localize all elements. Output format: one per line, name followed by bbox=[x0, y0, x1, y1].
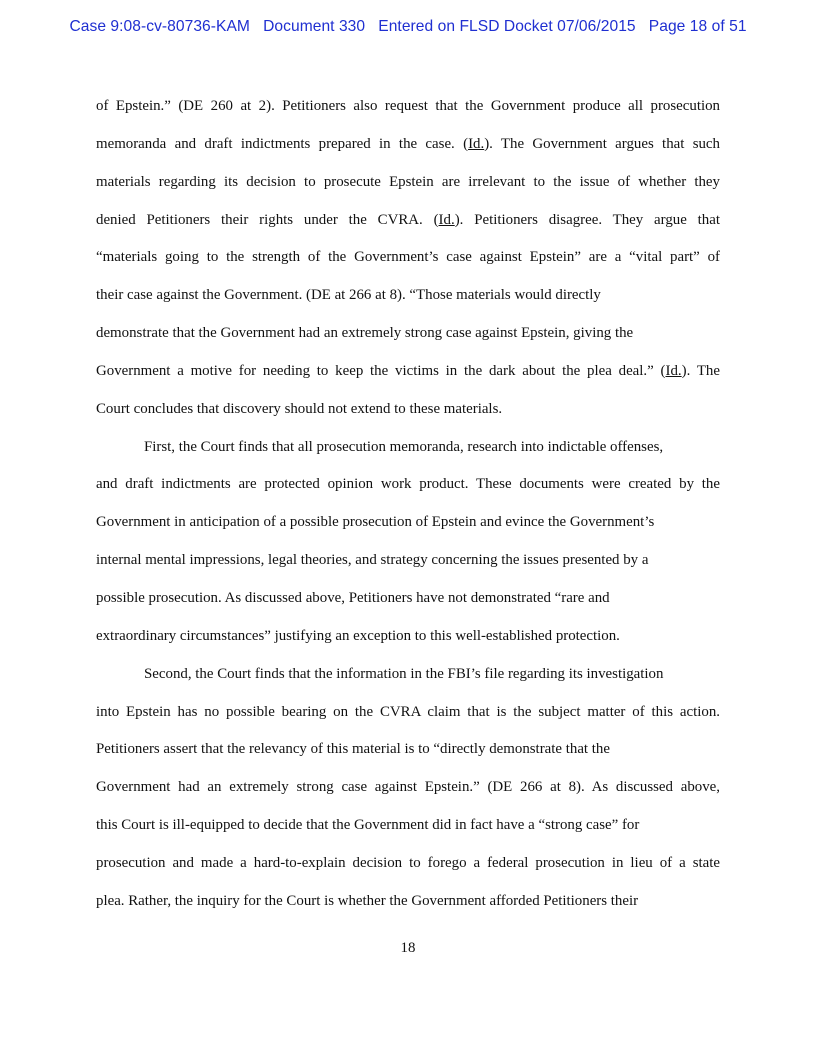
docket-header: Case 9:08-cv-80736-KAM Document 330 Entered on FLSD Docket 07/06/2015 Page 18 of 51 bbox=[69, 18, 747, 35]
text-line: possible prosecution. As discussed above, Petitioners have not demonstrated “rare and bbox=[96, 589, 610, 606]
text-line: their case against the Government. (DE at 266 at 8). “Those materials would directly bbox=[96, 287, 601, 304]
paragraph-first-line: Second, the Court finds that the information in the FBI’s file regarding its investigation bbox=[144, 665, 664, 682]
text-line: memoranda and draft indictments prepared in the case. (Id.). The Government argues that such bbox=[96, 135, 720, 152]
document-body bbox=[96, 94, 720, 927]
text-line: Government in anticipation of a possible prosecution of Epstein and evince the Government’s bbox=[96, 514, 655, 531]
text-line: of Epstein.” (DE 260 at 2). Petitioners also request that the Government produce all prosecution bbox=[96, 98, 720, 114]
citation-id: Id. bbox=[665, 362, 682, 379]
citation-id: Id. bbox=[468, 135, 485, 152]
text-line: plea. Rather, the inquiry for the Court is whether the Government afforded Petitioners their bbox=[96, 892, 639, 909]
text-line: denied Petitioners their rights under the CVRA. (Id.). Petitioners disagree. They argue that bbox=[96, 211, 720, 228]
page-number: 18 bbox=[400, 940, 416, 956]
text-line: materials regarding its decision to prosecute Epstein are irrelevant to the issue of whether they bbox=[96, 173, 720, 190]
text-line: Government had an extremely strong case against Epstein.” (DE 266 at 8). As discussed above, bbox=[96, 779, 720, 796]
text-line: and draft indictments are protected opinion work product. These documents were created by the bbox=[96, 476, 720, 493]
citation-id: Id. bbox=[438, 211, 455, 228]
text-line: Court concludes that discovery should not extend to these materials. bbox=[96, 400, 503, 417]
text-line: “materials going to the strength of the Government’s case against Epstein” are a “vital part” of bbox=[96, 249, 720, 266]
text-line: demonstrate that the Government had an extremely strong case against Epstein, giving the bbox=[96, 325, 634, 342]
text-line: into Epstein has no possible bearing on the CVRA claim that is the subject matter of this action. bbox=[96, 703, 720, 720]
text-line: internal mental impressions, legal theories, and strategy concerning the issues presented by a bbox=[96, 552, 649, 569]
text-line: prosecution and made a hard-to-explain decision to forego a federal prosecution in lieu of a state bbox=[96, 854, 720, 871]
text-line: Government a motive for needing to keep the victims in the dark about the plea deal.” (Id.). The bbox=[96, 362, 720, 379]
paragraph-first-line: First, the Court finds that all prosecution memoranda, research into indictable offenses, bbox=[144, 438, 664, 455]
text-line: this Court is ill-equipped to decide that the Government did in fact have a “strong case” for bbox=[96, 817, 640, 834]
text-line: Petitioners assert that the relevancy of this material is to “directly demonstrate that the bbox=[96, 741, 610, 758]
text-line: extraordinary circumstances” justifying an exception to this well-established protection. bbox=[96, 627, 620, 644]
